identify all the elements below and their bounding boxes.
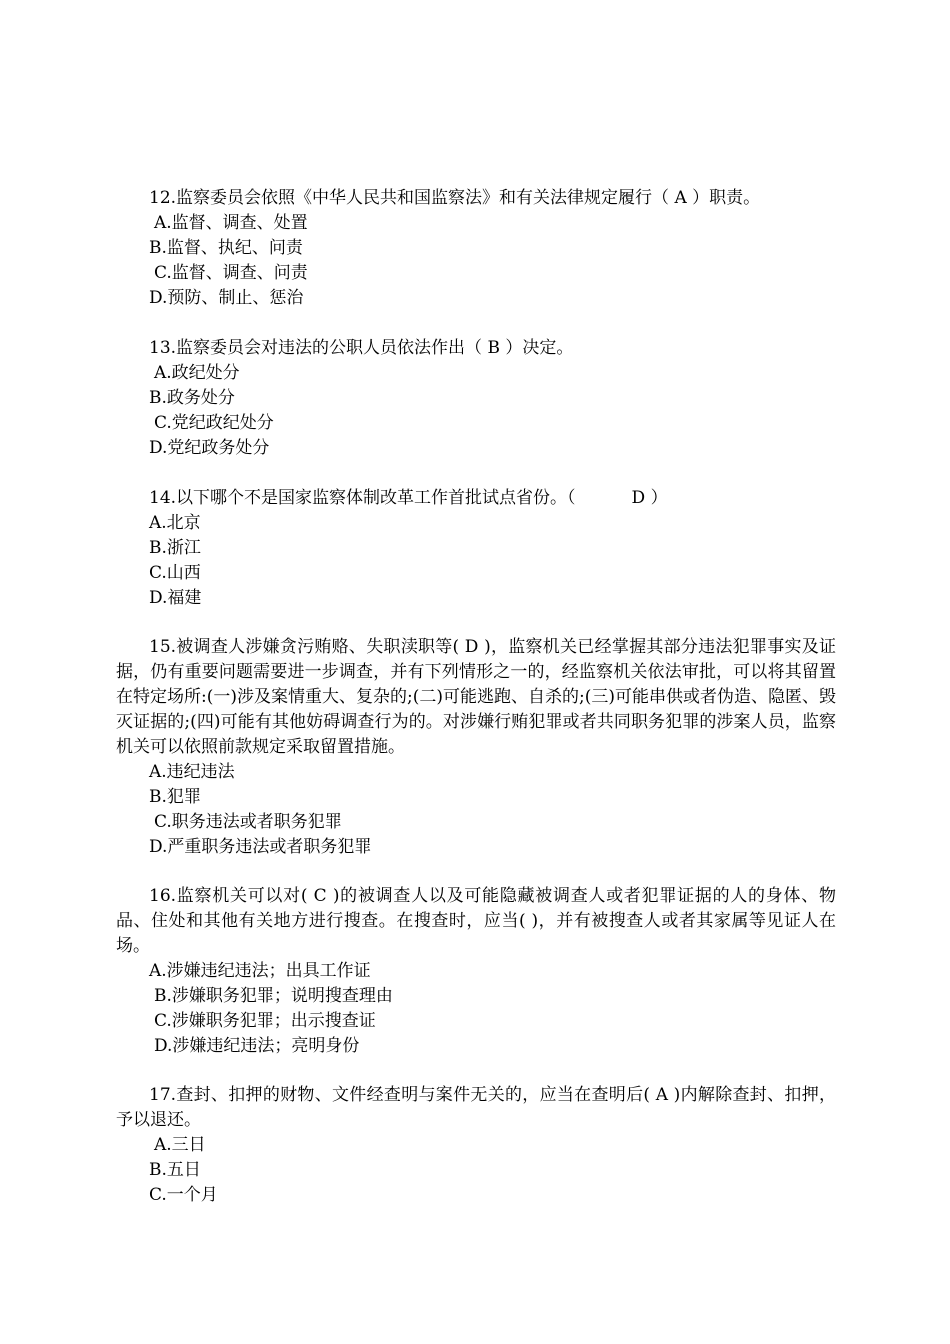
question-stem: 15.被调查人涉嫌贪污贿赂、失职渎职等( D )，监察机关已经掌握其部分违法犯罪事实及证据，仍有重要问题需要进一步调查，并有下列情形之一的，经监察机关依法审批，可以将其留置在特定场所:(一)涉及案情重大、复杂的;(二)可能逃跑、自杀的;(三)可能串供或者伪造、隐匿、毁灭证据的;(四)可能有其他妨碍调查行为的。对涉嫌行贿犯罪或者共同职务犯罪的涉案人员，监察机关可以依照前款规定采取留置措施。 bbox=[116, 637, 836, 757]
question-stem bbox=[116, 486, 836, 511]
option-c: C.一个月 bbox=[149, 1185, 218, 1205]
option-b: B.浙江 bbox=[149, 538, 201, 558]
question-14 bbox=[116, 486, 836, 611]
option-d: D.涉嫌违纪违法；亮明身份 bbox=[154, 1036, 360, 1056]
question-stem: 17.查封、扣押的财物、文件经查明与案件无关的，应当在查明后( A )内解除查封、扣押，予以退还。 bbox=[116, 1085, 836, 1130]
option-c: C.职务违法或者职务犯罪 bbox=[154, 812, 342, 832]
option-c: C.涉嫌职务犯罪；出示搜查证 bbox=[154, 1011, 376, 1031]
option-b: B.涉嫌职务犯罪；说明搜查理由 bbox=[154, 986, 393, 1006]
question-12 bbox=[116, 186, 836, 311]
option-a: A.违纪违法 bbox=[149, 762, 235, 782]
answer-text: D ） bbox=[631, 488, 668, 508]
option-a: A.北京 bbox=[149, 513, 201, 533]
option-d: D.党纪政务处分 bbox=[149, 438, 270, 458]
option-d: D.严重职务违法或者职务犯罪 bbox=[149, 837, 372, 857]
question-16 bbox=[116, 884, 836, 1059]
question-stem: 12.监察委员会依照《中华人民共和国监察法》和有关法律规定履行（ A ）职责。 bbox=[149, 188, 761, 208]
option-c: C.监督、调查、问责 bbox=[154, 263, 308, 283]
option-c: C.党纪政纪处分 bbox=[154, 413, 274, 433]
question-stem: 13.监察委员会对违法的公职人员依法作出（ B ）决定。 bbox=[149, 338, 574, 358]
option-d: D.预防、制止、惩治 bbox=[149, 288, 304, 308]
option-b: B.政务处分 bbox=[149, 388, 235, 408]
question-17 bbox=[116, 1083, 836, 1208]
question-15 bbox=[116, 635, 836, 860]
question-13 bbox=[116, 336, 836, 461]
option-a: A.监督、调查、处置 bbox=[154, 213, 308, 233]
option-b: B.五日 bbox=[149, 1160, 201, 1180]
option-b: B.监督、执纪、问责 bbox=[149, 238, 303, 258]
option-c: C.山西 bbox=[149, 563, 201, 583]
option-a: A.涉嫌违纪违法；出具工作证 bbox=[149, 961, 371, 981]
option-d: D.福建 bbox=[149, 588, 202, 608]
question-stem-text: 14.以下哪个不是国家监察体制改革工作首批试点省份。（ bbox=[149, 488, 576, 508]
option-a: A.政纪处分 bbox=[154, 363, 240, 383]
question-stem: 16.监察机关可以对( C )的被调查人以及可能隐藏被调查人或者犯罪证据的人的身体、物品、住处和其他有关地方进行搜查。在搜查时，应当( )，并有被搜查人或者其家属等见证人在场。 bbox=[116, 886, 836, 956]
option-b: B.犯罪 bbox=[149, 787, 201, 807]
option-a: A.三日 bbox=[154, 1135, 206, 1155]
